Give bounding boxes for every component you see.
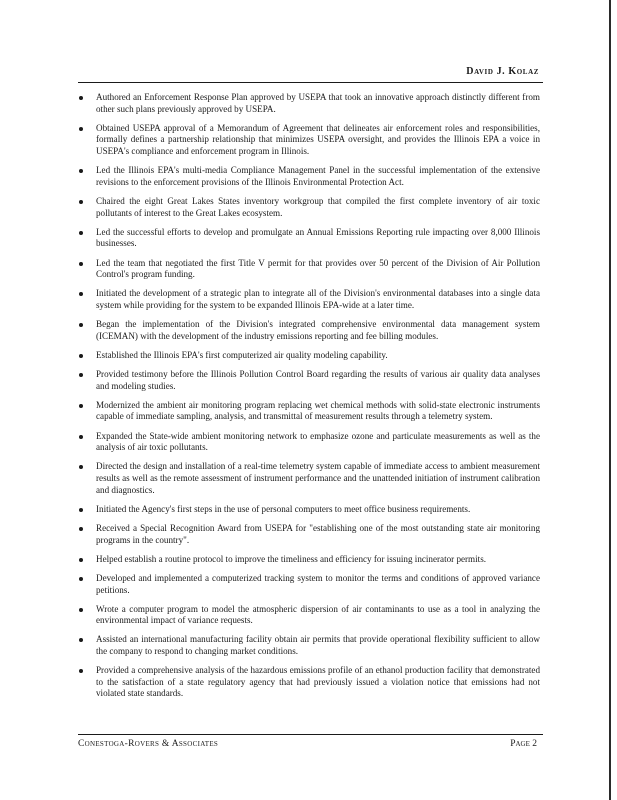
footer-company: Conestoga-Rovers & Associates	[78, 739, 219, 749]
list-item	[78, 400, 540, 423]
list-item-text: Received a Special Recognition Award from USEPA for "establishing one of the most outstanding state air monitoring programs in the country".	[96, 522, 540, 545]
list-item	[78, 92, 540, 115]
list-item	[78, 227, 540, 250]
header-rule	[78, 82, 543, 83]
list-item-text: Developed and implemented a computerized tracking system to monitor the terms and conditions of approved variance petitions.	[96, 572, 540, 595]
list-item-text: Initiated the Agency's first steps in the use of personal computers to meet office business requirements.	[96, 503, 471, 514]
list-item-text: Provided testimony before the Illinois Pollution Control Board regarding the results of various air quality data analyses and modeling studies.	[96, 369, 540, 391]
list-item	[78, 573, 540, 596]
list-item-text: Wrote a computer program to model the atmospheric dispersion of air contaminants to use as a tool in analyzing the environmental impact of variance requests.	[96, 603, 540, 626]
list-item	[78, 461, 540, 496]
list-item-text: Authored an Enforcement Response Plan approved by USEPA that took an innovative approach distinctly different from other such plans previously approved by USEPA.	[96, 92, 540, 114]
list-item-text: Obtained USEPA approval of a Memorandum of Agreement that delineates air enforcement roles and responsibilities, formally defines a partnership relationship that minimizes USEPA oversight, and provides the Illinois EPA a voice in USEPA's compliance and enforcement program in Illinois.	[96, 122, 540, 156]
footer-rule	[78, 734, 543, 735]
bullet-icon	[79, 669, 83, 673]
list-item	[78, 258, 540, 281]
header-name: David J. Kolaz	[466, 66, 539, 77]
list-item	[78, 196, 540, 219]
bullet-icon	[79, 169, 83, 173]
list-item-text: Led the Illinois EPA's multi-media Compliance Management Panel in the successful implementation of the extensive revisions to the enforcement provisions of the Illinois Environmental Protection Act.	[96, 165, 540, 187]
list-item-text: Led the team that negotiated the first Title V permit for that provides over 50 percent of the Division of Air Pollution Control's program funding.	[96, 257, 540, 280]
bullet-icon	[79, 577, 83, 581]
bullet-icon	[79, 231, 83, 235]
bullet-icon	[79, 127, 83, 131]
list-item-text: Helped establish a routine protocol to improve the timeliness and efficiency for issuing incinerator permits.	[96, 553, 487, 564]
footer-page-number: Page 2	[510, 739, 537, 749]
list-item	[78, 369, 540, 392]
list-item-text: Began the implementation of the Division's integrated comprehensive environmental data management system (ICEMAN) with the development of the industry emissions reporting and fee billing modules.	[96, 319, 540, 341]
list-item-text: Directed the design and installation of a real-time telemetry system capable of immediate access to ambient measurement results as well as the remote assessment of instrument performance and the unattended initiation of instrument calibration and diagnostics.	[96, 461, 540, 495]
bullet-icon	[79, 404, 83, 408]
list-item	[78, 165, 540, 188]
bullet-icon	[79, 608, 83, 612]
bullet-icon	[79, 465, 83, 469]
list-item	[78, 504, 540, 516]
bullet-icon	[79, 638, 83, 642]
bullet-icon	[79, 96, 83, 100]
bullet-icon	[79, 292, 83, 296]
bullet-icon	[79, 200, 83, 204]
list-item-text: Expanded the State-wide ambient monitoring network to emphasize ozone and particulate measurements as well as the analysis of air toxic pollutants.	[96, 430, 540, 453]
list-item	[78, 665, 540, 700]
list-item	[78, 523, 540, 546]
list-item	[78, 604, 540, 627]
accomplishment-list	[78, 92, 540, 708]
list-item	[78, 554, 540, 566]
bullet-icon	[79, 558, 83, 562]
bullet-icon	[79, 323, 83, 327]
list-item	[78, 431, 540, 454]
bullet-icon	[79, 435, 83, 439]
list-item-text: Established the Illinois EPA's first computerized air quality modeling capability.	[96, 349, 388, 360]
list-item-text: Chaired the eight Great Lakes States inventory workgroup that compiled the first complete inventory of air toxic pollutants of interest to the Great Lakes ecosystem.	[96, 195, 540, 218]
list-item	[78, 288, 540, 311]
bullet-icon	[79, 354, 83, 358]
list-item-text: Led the successful efforts to develop and promulgate an Annual Emissions Reporting rule impacting over 8,000 Illinois businesses.	[96, 226, 540, 249]
list-item	[78, 350, 540, 362]
bullet-icon	[79, 373, 83, 377]
list-item	[78, 319, 540, 342]
list-item-text: Modernized the ambient air monitoring program replacing wet chemical methods with solid-state electronic instruments capable of immediate sampling, analysis, and transmittal of measurement results through a telemetry system.	[96, 399, 540, 422]
list-item	[78, 123, 540, 158]
bullet-icon	[79, 527, 83, 531]
list-item-text: Initiated the development of a strategic plan to integrate all of the Division's environmental databases into a single data system while providing for the system to be expanded Illinois EPA-wide at a later time.	[96, 288, 540, 310]
list-item-text: Assisted an international manufacturing facility obtain air permits that provide operational flexibility sufficient to allow the company to respond to changing market conditions.	[96, 634, 540, 657]
bullet-icon	[79, 508, 83, 512]
list-item-text: Provided a comprehensive analysis of the hazardous emissions profile of an ethanol production facility that demonstrated to the satisfaction of a state regulatory agency that had previously issued a violation notice that emissions had not violated state standards.	[96, 665, 540, 699]
bullet-icon	[79, 262, 83, 266]
list-item	[78, 634, 540, 657]
